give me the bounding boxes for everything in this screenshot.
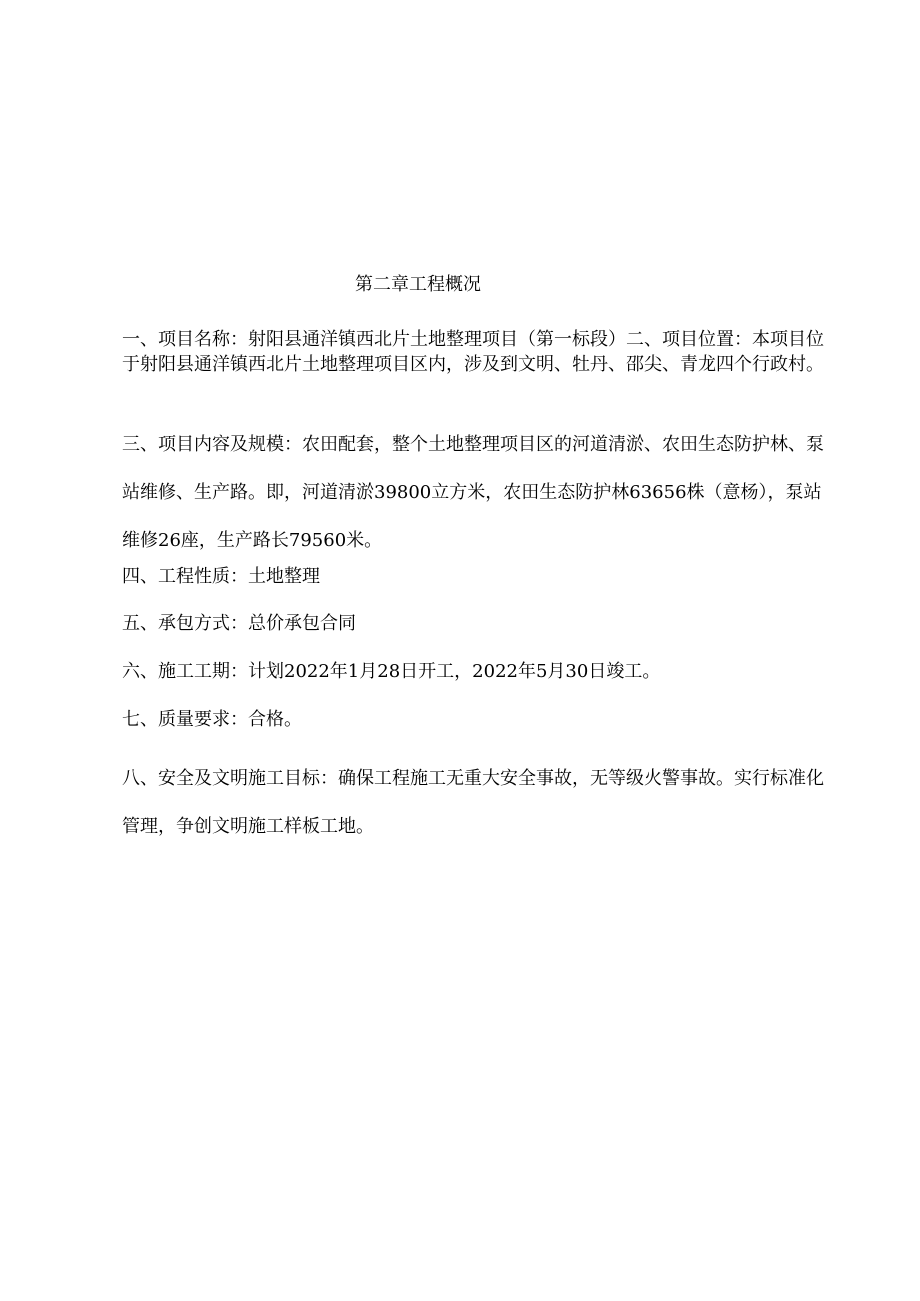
paragraph-safety-goals: 八、安全及文明施工目标：确保工程施工无重大安全事故，无等级火警事故。实行标准化管理，争创文明施工样板工地。 (122, 768, 824, 837)
paragraph-project-scope: 三、项目内容及规模：农田配套，整个土地整理项目区的河道清淤、农田生态防护林、泵站维修、生产路。即，河道清淤39800立方米，农田生态防护林63656株（意杨），泵站维修26座，生产路长79560米。 (122, 434, 824, 551)
paragraph-contract-type: 五、承包方式：总价承包合同 (122, 613, 356, 634)
paragraph-project-name-location: 一、项目名称：射阳县通洋镇西北片土地整理项目（第一标段）二、项目位置：本项目位于射阳县通洋镇西北片土地整理项目区内，涉及到文明、牡丹、邵尖、青龙四个行政村。 (122, 329, 824, 375)
chapter-title: 第二章工程概况 (355, 274, 481, 295)
paragraph-construction-period: 六、施工工期：计划2022年1月28日开工，2022年5月30日竣工。 (122, 661, 661, 682)
paragraph-project-nature: 四、工程性质：土地整理 (122, 566, 320, 587)
paragraph-quality-requirement: 七、质量要求：合格。 (122, 709, 302, 730)
